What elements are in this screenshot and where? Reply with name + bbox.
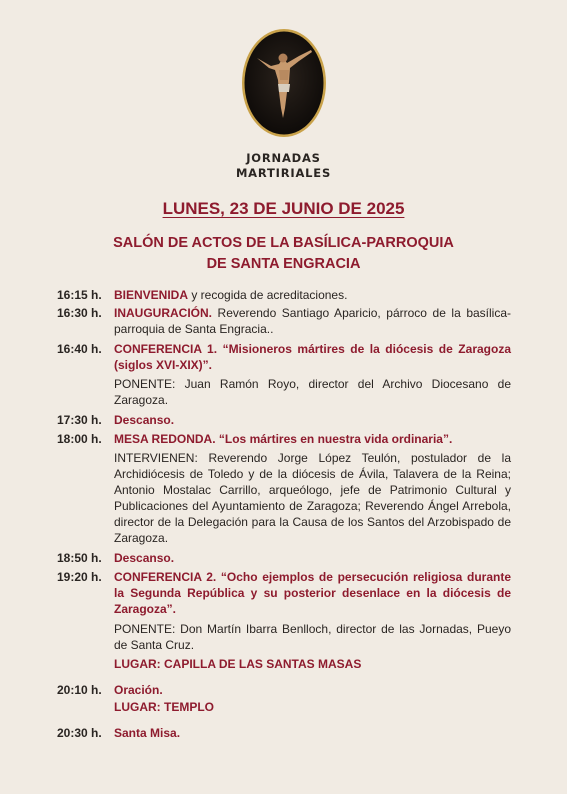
time-1920: 19:20 h. [57, 570, 102, 584]
item-title: BIENVENIDA [114, 288, 189, 302]
item-text: y recogida de acreditaciones. [188, 288, 348, 302]
time-1615: 16:15 h. [57, 288, 102, 302]
item-inauguracion [114, 305, 511, 337]
item-descanso-1: Descanso. [114, 413, 175, 427]
item-descanso-2: Descanso. [114, 551, 175, 565]
venue-line2: DE SANTA ENGRACIA [206, 256, 361, 272]
item-santa-misa: Santa Misa. [114, 726, 181, 740]
time-1730: 17:30 h. [57, 413, 102, 427]
item-oracion-lugar: LUGAR: TEMPLO [114, 700, 214, 714]
brand-title-line2: MARTIRIALES [235, 166, 332, 180]
time-1800: 18:00 h. [57, 432, 102, 446]
item-conferencia-2: CONFERENCIA 2. “Ocho ejemplos de persecución religiosa durante la Segunda República y su posterior desenlace en la diócesis de Zaragoza”. [114, 570, 511, 616]
item-conferencia-1: CONFERENCIA 1. “Misioneros mártires de la diócesis de Zaragoza (siglos XVI-XIX)”. [114, 342, 511, 372]
time-1630: 16:30 h. [57, 306, 102, 320]
event-date [0, 199, 567, 219]
venue-line1: SALÓN DE ACTOS DE LA BASÍLICA-PARROQUIA [113, 235, 454, 251]
time-1850: 18:50 h. [57, 551, 102, 565]
item-conferencia-2-lugar: LUGAR: CAPILLA DE LAS SANTAS MASAS [114, 657, 362, 671]
item-mesa-redonda: MESA REDONDA. “Los mártires en nuestra vida ordinaria”. [114, 432, 453, 446]
brand-title-line1: JORNADAS [246, 151, 321, 165]
item-oracion: Oración. [114, 683, 163, 697]
event-date-text: LUNES, 23 DE JUNIO DE 2025 [162, 199, 405, 218]
time-2010: 20:10 h. [57, 683, 102, 697]
crucifix-medallion-icon [241, 28, 327, 138]
item-mesa-redonda-intervienen: INTERVIENEN: Reverendo Jorge López Teulón, postulador de la Archidiócesis de Toledo y de la diócesis de Ávila, Talavera de la Reina; Antonio Mostalac Carrillo, arqueólogo, jefe de Patrimonio Cultural y Publicaciones del Ayuntamiento de Zaragoza; Reverendo Ángel Arrebola, director de la Delegación para la Causa de los Santos del Arzobispado de Zaragoza. [114, 451, 511, 545]
time-1640: 16:40 h. [57, 342, 102, 356]
item-title: INAUGURACIÓN. [114, 306, 212, 320]
item-text: Reverendo Santiago Aparicio, párroco de la basílica-parroquia de Santa Engracia.. [114, 306, 511, 336]
item-bienvenida [114, 287, 511, 303]
item-conferencia-1-ponente: PONENTE: Juan Ramón Royo, director del Archivo Diocesano de Zaragoza. [114, 377, 511, 407]
time-2030: 20:30 h. [57, 726, 102, 740]
item-conferencia-2-ponente: PONENTE: Don Martín Ibarra Benlloch, director de las Jornadas, Pueyo de Santa Cruz. [114, 622, 511, 652]
